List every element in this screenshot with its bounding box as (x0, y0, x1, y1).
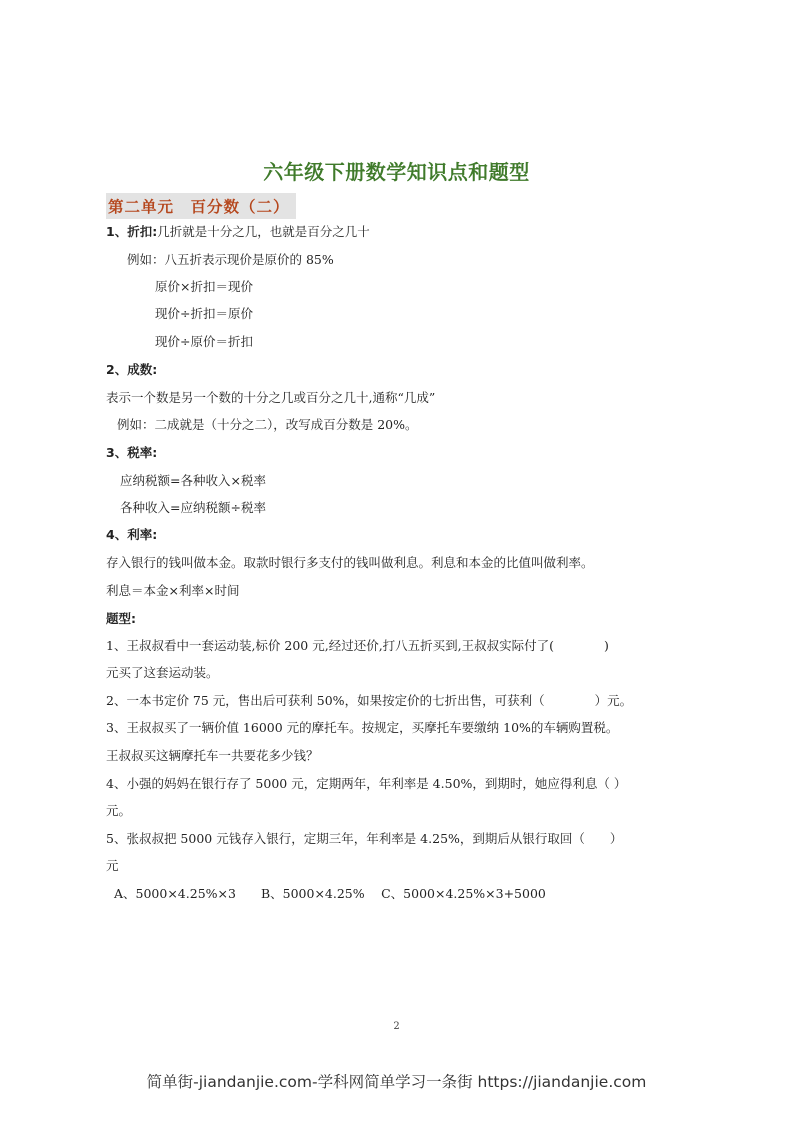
question-2: 2、一本书定价 75 元，售出后可获利 50%，如果按定价的七折出售，可获利（ ）元。 (106, 693, 633, 708)
page-title: 六年级下册数学知识点和题型 (263, 160, 530, 184)
section-3-label: 3、税率: (106, 445, 158, 460)
question-4-line-2: 元。 (106, 803, 132, 818)
section-1-formula-2: 现价÷折扣＝原价 (155, 306, 253, 321)
section-1-label: 1、折扣:几折就是十分之几，也就是百分之几十 (106, 224, 370, 239)
page-number: 2 (393, 1021, 400, 1032)
question-1-line-2: 元买了这套运动装。 (106, 665, 219, 680)
section-1-text: 几折就是十分之几，也就是百分之几十 (157, 224, 370, 239)
section-3-formula-2: 各种收入=应纳税额÷税率 (120, 500, 266, 515)
section-1-formula-1: 原价×折扣＝现价 (155, 279, 253, 294)
section-4-label: 4、利率: (106, 527, 158, 542)
question-4-line-1: 4、小强的妈妈在银行存了 5000 元，定期两年，年利率是 4.50%，到期时，她应得利息（ ） (106, 776, 627, 791)
question-3-line-2: 王叔叔买这辆摩托车一共要花多少钱？ (106, 748, 319, 763)
section-2-label: 2、成数: (106, 362, 158, 377)
section-4-text: 存入银行的钱叫做本金。取款时银行多支付的钱叫做利息。利息和本金的比值叫做利率。 (106, 555, 594, 570)
section-1-formula-3: 现价÷原价＝折扣 (155, 334, 253, 349)
unit-heading: 第二单元 百分数（二） (106, 193, 296, 219)
section-2-example: 例如：二成就是（十分之二），改写成百分数是 20%。 (117, 417, 418, 432)
footer-watermark: 简单街-jiandanjie.com-学科网简单学习一条街 https://jiandanjie.com (146, 1073, 647, 1091)
section-1-example: 例如：八五折表示现价是原价的 85% (127, 252, 334, 267)
question-1-line-1: 1、王叔叔看中一套运动装,标价 200 元,经过还价,打八五折买到,王叔叔实际付了( ) (106, 638, 609, 653)
section-4-formula: 利息＝本金×利率×时间 (106, 583, 240, 598)
section-2-text: 表示一个数是另一个数的十分之几或百分之几十,通称“几成” (106, 390, 436, 405)
questions-label: 题型: (106, 611, 136, 626)
section-3-formula-1: 应纳税额=各种收入×税率 (120, 473, 266, 488)
question-5-line-1: 5、张叔叔把 5000 元钱存入银行，定期三年，年利率是 4.25%，到期后从银行取回（ ） (106, 831, 623, 846)
question-5-line-2: 元 (106, 858, 119, 873)
question-3-line-1: 3、王叔叔买了一辆价值 16000 元的摩托车。按规定，买摩托车要缴纳 10%的车辆购置税。 (106, 720, 619, 735)
question-5-options: A、5000×4.25%×3 B、5000×4.25% C、5000×4.25%×3+5000 (114, 886, 546, 901)
